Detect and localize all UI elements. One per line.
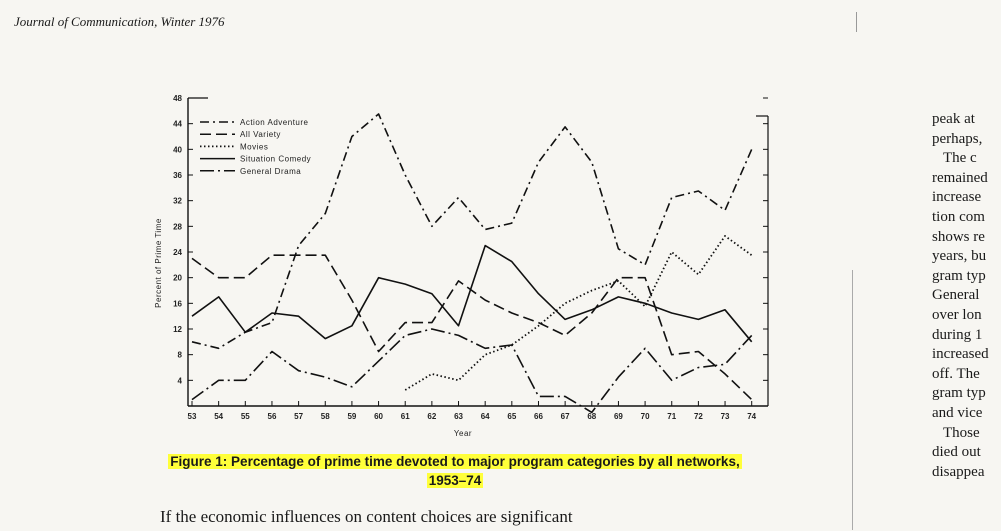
series-line-all-variety	[192, 255, 752, 399]
x-tick-label: 67	[560, 412, 570, 421]
x-tick-label: 71	[667, 412, 677, 421]
legend	[200, 118, 311, 176]
series-line-general-drama	[192, 329, 752, 412]
right-column-line: shows re	[932, 228, 985, 245]
right-column-line: remained	[932, 169, 988, 186]
y-tick-label: 32	[173, 196, 182, 206]
x-tick-label: 58	[320, 412, 330, 421]
y-tick-label: 48	[173, 94, 182, 103]
x-tick-label: 53	[187, 412, 197, 421]
right-column-line: years, bu	[932, 248, 987, 265]
y-tick-label: 8	[177, 350, 182, 360]
right-column-line: died out	[932, 444, 981, 461]
right-column-line: over lon	[932, 306, 982, 323]
x-tick-label: 59	[347, 412, 357, 421]
y-tick-label: 24	[173, 248, 182, 257]
right-column-line: gram typ	[932, 267, 986, 284]
right-column-line: and vice	[932, 404, 983, 421]
x-tick-label: 62	[427, 412, 437, 421]
right-column-line: General	[932, 287, 980, 304]
x-tick-label: 63	[454, 412, 463, 421]
x-tick-label: 65	[507, 412, 517, 421]
x-tick-label: 69	[613, 412, 623, 421]
y-axis-label: Percent of Prime Time	[154, 218, 163, 308]
column-divider	[856, 12, 857, 32]
series-line-movies	[405, 236, 752, 390]
legend-label: Movies	[240, 142, 269, 152]
right-column-line: off. The	[932, 365, 980, 382]
x-tick-label: 74	[747, 412, 757, 421]
x-tick-label: 60	[374, 412, 384, 421]
column-divider-lower	[852, 270, 853, 530]
x-tick-label: 57	[294, 412, 304, 421]
x-tick-label: 55	[240, 412, 250, 421]
x-tick-label: 68	[587, 412, 597, 421]
right-column-line: increased	[932, 346, 989, 363]
right-column-line: The c	[932, 150, 977, 167]
body-text-line: If the economic influences on content choices are significant	[160, 507, 573, 526]
y-tick-label: 20	[173, 273, 182, 283]
y-tick-label: 28	[173, 222, 182, 232]
x-tick-label: 61	[400, 412, 410, 421]
x-tick-label: 56	[267, 412, 277, 421]
right-column-line: during 1	[932, 326, 983, 343]
series-line-situation-comedy	[192, 246, 752, 342]
legend-label: All Variety	[240, 130, 281, 140]
y-tick-label: 40	[173, 145, 182, 155]
y-tick-label: 36	[173, 171, 182, 180]
legend-label: Action Adventure	[240, 118, 309, 127]
x-axis-ticks	[188, 401, 757, 421]
right-column-line: tion com	[932, 208, 985, 225]
caption-line-1: Figure 1: Percentage of prime time devoted to major program categories by all networks,	[170, 454, 740, 469]
x-axis-label: Year	[453, 429, 473, 438]
legend-label: Situation Comedy	[240, 154, 312, 164]
right-column-line: peak at	[932, 111, 975, 127]
x-tick-label: 73	[720, 412, 730, 421]
right-column-line: gram typ	[932, 385, 986, 402]
plot-frame	[188, 98, 768, 406]
right-column-line: perhaps,	[932, 130, 983, 147]
caption-line-2: 1953–74	[428, 473, 482, 488]
y-tick-label: 16	[173, 299, 182, 309]
y-tick-label: 12	[173, 325, 182, 334]
x-tick-label: 64	[480, 412, 490, 421]
right-column-text	[932, 110, 989, 482]
x-tick-label: 66	[534, 412, 543, 421]
x-tick-label: 54	[214, 412, 224, 421]
legend-label: General Drama	[240, 166, 302, 176]
y-tick-label: 4	[177, 376, 182, 386]
line-chart	[140, 88, 790, 448]
figure-caption	[130, 452, 780, 490]
running-header: Journal of Communication, Winter 1976	[14, 14, 225, 29]
y-tick-label: 44	[173, 119, 182, 129]
right-column-line: Those	[932, 424, 980, 441]
x-tick-label: 70	[640, 412, 650, 421]
right-column-line: increase	[932, 189, 982, 206]
x-tick-label: 72	[693, 412, 703, 421]
right-column-line: disappea	[932, 463, 985, 480]
